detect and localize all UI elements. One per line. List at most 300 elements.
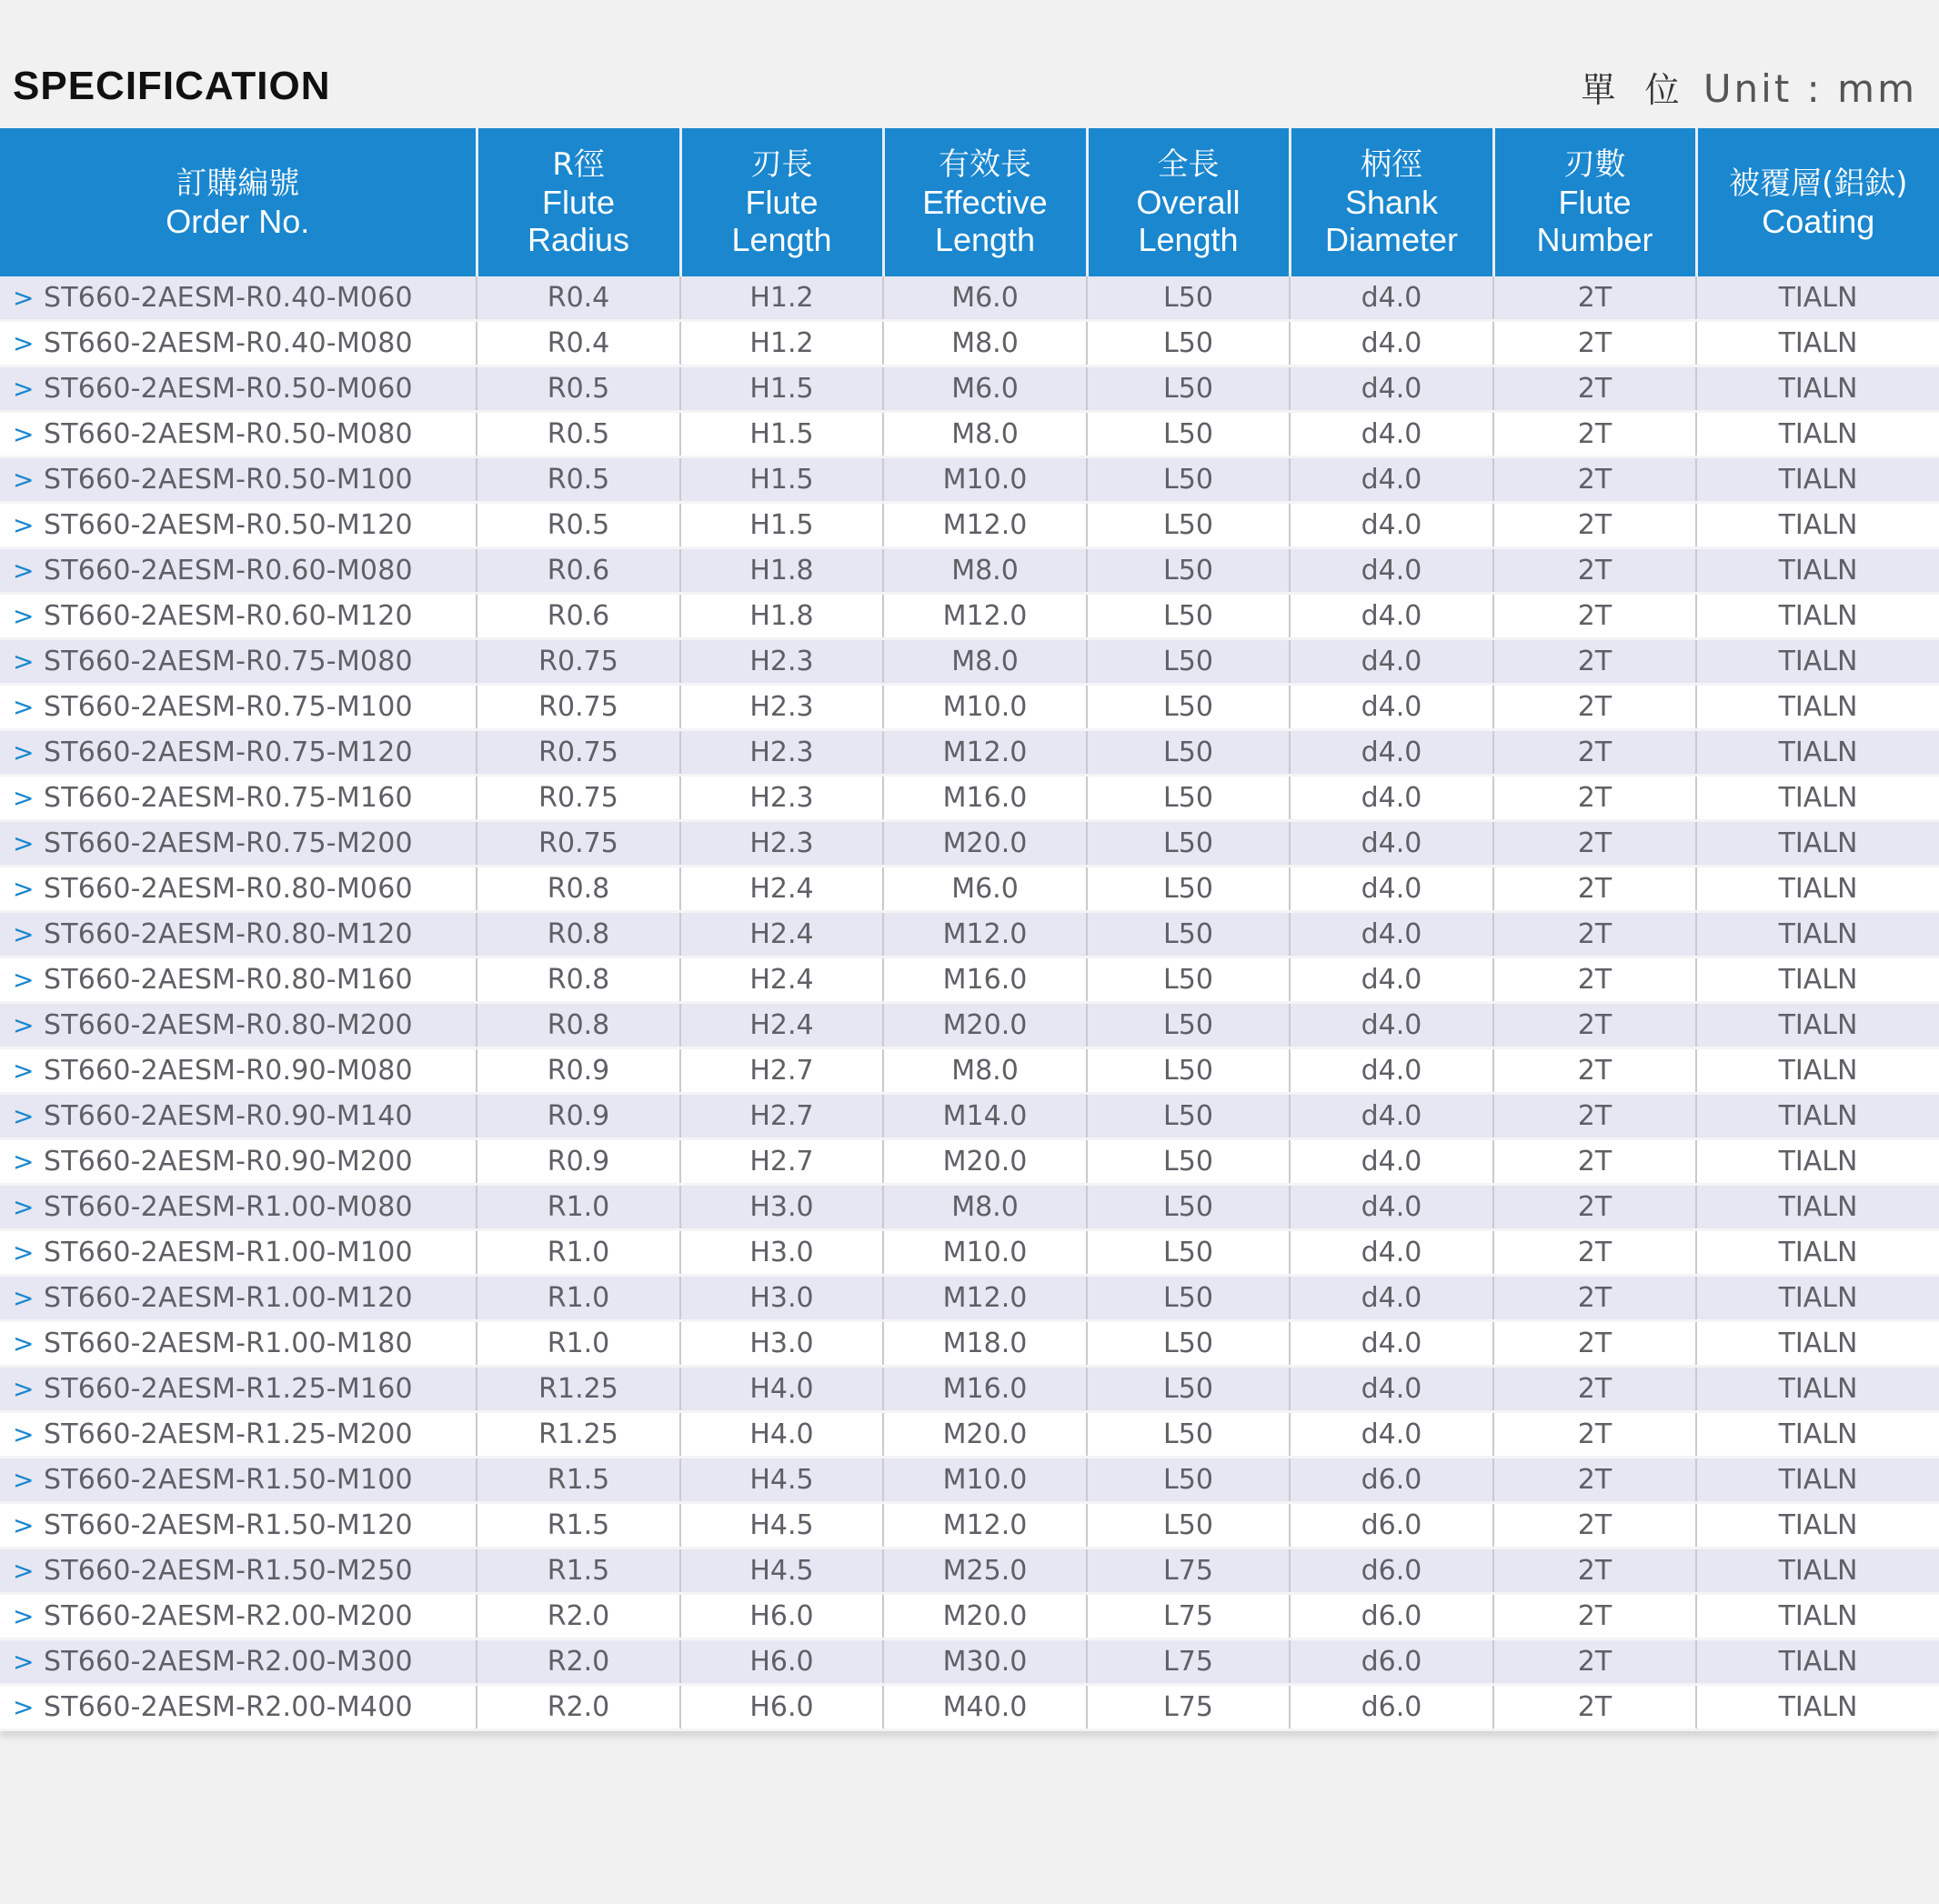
order-no-cell xyxy=(0,412,477,457)
flute-length-cell: H1.2 xyxy=(680,321,883,366)
coating-cell: TIALN xyxy=(1696,1548,1939,1594)
page-title: SPECIFICATION xyxy=(13,64,331,108)
order-no-cell xyxy=(0,1230,477,1276)
flute-radius-cell: R1.0 xyxy=(477,1321,680,1367)
flute-number-cell: 2T xyxy=(1493,1639,1696,1685)
effective-length-cell: M10.0 xyxy=(883,685,1087,730)
shank-diameter-cell: d4.0 xyxy=(1290,1048,1493,1094)
table-body xyxy=(0,276,1939,1730)
flute-number-cell: 2T xyxy=(1493,1412,1696,1458)
order-code-link[interactable]: ST660-2AESM-R0.90-M140 xyxy=(44,1100,413,1132)
order-code-link[interactable]: ST660-2AESM-R0.90-M200 xyxy=(44,1146,413,1177)
chevron-right-icon: > xyxy=(13,1647,35,1677)
order-no-cell xyxy=(0,548,477,594)
order-code-link[interactable]: ST660-2AESM-R0.50-M060 xyxy=(44,373,413,405)
overall-length-cell: L50 xyxy=(1087,1276,1290,1321)
table-row[interactable] xyxy=(0,1230,1939,1276)
overall-length-cell: L50 xyxy=(1087,821,1290,867)
shank-diameter-cell: d6.0 xyxy=(1290,1594,1493,1639)
shank-diameter-cell: d4.0 xyxy=(1290,594,1493,639)
table-row[interactable] xyxy=(0,1639,1939,1685)
shank-diameter-cell: d6.0 xyxy=(1290,1548,1493,1594)
overall-length-cell: L50 xyxy=(1087,912,1290,957)
table-row[interactable] xyxy=(0,1276,1939,1321)
flute-length-cell: H1.8 xyxy=(680,548,883,594)
shank-diameter-cell: d4.0 xyxy=(1290,957,1493,1003)
column-header-en2: Length xyxy=(731,221,832,258)
flute-radius-cell: R0.5 xyxy=(477,503,680,548)
table-row[interactable] xyxy=(0,639,1939,685)
order-no-cell xyxy=(0,1048,477,1094)
chevron-right-icon: > xyxy=(13,919,35,949)
shank-diameter-cell: d4.0 xyxy=(1290,1412,1493,1458)
flute-radius-cell: R0.8 xyxy=(477,1003,680,1048)
overall-length-cell: L50 xyxy=(1087,1458,1290,1503)
coating-cell: TIALN xyxy=(1696,1321,1939,1367)
coating-cell: TIALN xyxy=(1696,1094,1939,1139)
order-no-cell xyxy=(0,776,477,821)
order-code-link[interactable]: ST660-2AESM-R2.00-M400 xyxy=(44,1691,413,1723)
chevron-right-icon: > xyxy=(13,1101,35,1131)
table-row[interactable] xyxy=(0,1367,1939,1412)
column-header-zh: 柄徑 xyxy=(1361,146,1422,183)
order-code-link[interactable]: ST660-2AESM-R0.40-M060 xyxy=(44,282,413,314)
coating-cell: TIALN xyxy=(1696,1230,1939,1276)
order-no-cell xyxy=(0,1185,477,1230)
order-no-cell xyxy=(0,457,477,503)
flute-radius-cell: R0.75 xyxy=(477,685,680,730)
order-no-cell xyxy=(0,1003,477,1048)
overall-length-cell: L50 xyxy=(1087,1048,1290,1094)
shank-diameter-cell: d4.0 xyxy=(1290,1094,1493,1139)
shank-diameter-cell: d4.0 xyxy=(1290,776,1493,821)
overall-length-cell: L50 xyxy=(1087,776,1290,821)
shank-diameter-cell: d4.0 xyxy=(1290,1185,1493,1230)
order-code-link[interactable]: ST660-2AESM-R0.80-M060 xyxy=(44,873,413,905)
flute-length-cell: H4.0 xyxy=(680,1412,883,1458)
flute-length-cell: H3.0 xyxy=(680,1321,883,1367)
column-header-en: Flute xyxy=(541,184,616,221)
chevron-right-icon: > xyxy=(13,737,35,767)
column-header-zh: 訂購編號 xyxy=(176,165,300,202)
table-row[interactable] xyxy=(0,548,1939,594)
coating-cell: TIALN xyxy=(1696,412,1939,457)
table-row[interactable] xyxy=(0,1548,1939,1594)
order-code-link[interactable]: ST660-2AESM-R0.75-M160 xyxy=(44,782,413,814)
order-code-link[interactable]: ST660-2AESM-R1.50-M100 xyxy=(44,1464,413,1496)
chevron-right-icon: > xyxy=(13,283,35,313)
order-code-link[interactable]: ST660-2AESM-R0.75-M080 xyxy=(44,646,413,677)
table-row[interactable] xyxy=(0,594,1939,639)
table-row[interactable] xyxy=(0,366,1939,412)
order-code-link[interactable]: ST660-2AESM-R0.75-M200 xyxy=(44,827,413,859)
column-header-en: Effective xyxy=(922,184,1048,221)
flute-number-cell: 2T xyxy=(1493,594,1696,639)
coating-cell: TIALN xyxy=(1696,1185,1939,1230)
shank-diameter-cell: d4.0 xyxy=(1290,321,1493,366)
chevron-right-icon: > xyxy=(13,1010,35,1040)
table-row[interactable] xyxy=(0,1139,1939,1185)
flute-radius-cell: R1.25 xyxy=(477,1412,680,1458)
table-row[interactable] xyxy=(0,1321,1939,1367)
shank-diameter-cell: d4.0 xyxy=(1290,366,1493,412)
overall-length-cell: L50 xyxy=(1087,412,1290,457)
shank-diameter-cell: d4.0 xyxy=(1290,685,1493,730)
order-no-cell xyxy=(0,1458,477,1503)
flute-radius-cell: R0.4 xyxy=(477,276,680,321)
coating-cell: TIALN xyxy=(1696,1412,1939,1458)
order-no-cell xyxy=(0,1139,477,1185)
coating-cell: TIALN xyxy=(1696,1048,1939,1094)
order-no-cell xyxy=(0,321,477,366)
coating-cell: TIALN xyxy=(1696,1685,1939,1730)
flute-radius-cell: R1.5 xyxy=(477,1548,680,1594)
flute-length-cell: H1.5 xyxy=(680,503,883,548)
flute-number-cell: 2T xyxy=(1493,821,1696,867)
chevron-right-icon: > xyxy=(13,1692,35,1722)
order-code-link[interactable]: ST660-2AESM-R1.00-M120 xyxy=(44,1282,413,1314)
flute-length-cell: H1.5 xyxy=(680,412,883,457)
table-row[interactable] xyxy=(0,1458,1939,1503)
order-code-link[interactable]: ST660-2AESM-R1.50-M120 xyxy=(44,1509,413,1541)
overall-length-cell: L50 xyxy=(1087,685,1290,730)
order-code-link[interactable]: ST660-2AESM-R0.80-M200 xyxy=(44,1009,413,1041)
flute-number-cell: 2T xyxy=(1493,276,1696,321)
order-code-link[interactable]: ST660-2AESM-R0.90-M080 xyxy=(44,1055,413,1087)
order-no-cell xyxy=(0,1321,477,1367)
flute-length-cell: H4.5 xyxy=(680,1458,883,1503)
shank-diameter-cell: d4.0 xyxy=(1290,1230,1493,1276)
order-no-cell xyxy=(0,1276,477,1321)
flute-number-cell: 2T xyxy=(1493,321,1696,366)
overall-length-cell: L50 xyxy=(1087,1412,1290,1458)
coating-cell: TIALN xyxy=(1696,639,1939,685)
chevron-right-icon: > xyxy=(13,828,35,858)
column-header-en: Flute xyxy=(1558,184,1632,221)
flute-radius-cell: R0.5 xyxy=(477,366,680,412)
table-row[interactable] xyxy=(0,912,1939,957)
table-row[interactable] xyxy=(0,1003,1939,1048)
flute-length-cell: H2.7 xyxy=(680,1094,883,1139)
flute-radius-cell: R0.6 xyxy=(477,548,680,594)
table-row[interactable] xyxy=(0,1094,1939,1139)
column-header-zh: 被覆層(鋁鈦) xyxy=(1728,165,1908,202)
order-code-link[interactable]: ST660-2AESM-R1.50-M250 xyxy=(44,1555,413,1587)
flute-length-cell: H1.5 xyxy=(680,366,883,412)
effective-length-cell: M6.0 xyxy=(883,366,1087,412)
effective-length-cell: M18.0 xyxy=(883,1321,1087,1367)
flute-length-cell: H2.7 xyxy=(680,1139,883,1185)
chevron-right-icon: > xyxy=(13,692,35,722)
table-row[interactable] xyxy=(0,321,1939,366)
flute-radius-cell: R0.9 xyxy=(477,1048,680,1094)
order-code-link[interactable]: ST660-2AESM-R2.00-M300 xyxy=(44,1646,413,1678)
overall-length-cell: L50 xyxy=(1087,457,1290,503)
flute-number-cell: 2T xyxy=(1493,366,1696,412)
overall-length-cell: L75 xyxy=(1087,1548,1290,1594)
flute-radius-cell: R1.5 xyxy=(477,1458,680,1503)
flute-number-cell: 2T xyxy=(1493,1003,1696,1048)
order-code-link[interactable]: ST660-2AESM-R0.75-M120 xyxy=(44,737,413,768)
order-code-link[interactable]: ST660-2AESM-R0.60-M080 xyxy=(44,555,413,586)
flute-radius-cell: R0.6 xyxy=(477,594,680,639)
shank-diameter-cell: d6.0 xyxy=(1290,1458,1493,1503)
flute-number-cell: 2T xyxy=(1493,1367,1696,1412)
flute-radius-cell: R1.25 xyxy=(477,1367,680,1412)
order-no-cell xyxy=(0,730,477,776)
order-code-link[interactable]: ST660-2AESM-R1.25-M200 xyxy=(44,1418,413,1450)
table-row[interactable] xyxy=(0,1594,1939,1639)
shank-diameter-cell: d4.0 xyxy=(1290,730,1493,776)
flute-length-cell: H1.8 xyxy=(680,594,883,639)
flute-length-cell: H2.7 xyxy=(680,1048,883,1094)
coating-cell: TIALN xyxy=(1696,503,1939,548)
flute-length-cell: H1.5 xyxy=(680,457,883,503)
flute-length-cell: H1.2 xyxy=(680,276,883,321)
coating-cell: TIALN xyxy=(1696,1639,1939,1685)
flute-length-cell: H2.4 xyxy=(680,1003,883,1048)
effective-length-cell: M6.0 xyxy=(883,867,1087,912)
shank-diameter-cell: d4.0 xyxy=(1290,1276,1493,1321)
flute-length-cell: H2.3 xyxy=(680,639,883,685)
overall-length-cell: L50 xyxy=(1087,594,1290,639)
order-code-link[interactable]: ST660-2AESM-R2.00-M200 xyxy=(44,1600,413,1632)
chevron-right-icon: > xyxy=(13,419,35,449)
flute-number-cell: 2T xyxy=(1493,730,1696,776)
shank-diameter-cell: d4.0 xyxy=(1290,639,1493,685)
order-no-cell xyxy=(0,1639,477,1685)
effective-length-cell: M10.0 xyxy=(883,1230,1087,1276)
order-no-cell xyxy=(0,1412,477,1458)
overall-length-cell: L50 xyxy=(1087,503,1290,548)
table-row[interactable] xyxy=(0,776,1939,821)
order-code-link[interactable]: ST660-2AESM-R0.80-M120 xyxy=(44,918,413,950)
table-row[interactable] xyxy=(0,821,1939,867)
flute-number-cell: 2T xyxy=(1493,957,1696,1003)
flute-length-cell: H6.0 xyxy=(680,1685,883,1730)
column-header-en2: Number xyxy=(1536,221,1653,258)
flute-length-cell: H4.5 xyxy=(680,1548,883,1594)
flute-number-cell: 2T xyxy=(1493,776,1696,821)
order-no-cell xyxy=(0,867,477,912)
coating-cell: TIALN xyxy=(1696,957,1939,1003)
overall-length-cell: L50 xyxy=(1087,1230,1290,1276)
column-header-en2: Radius xyxy=(527,221,630,258)
flute-length-cell: H2.3 xyxy=(680,685,883,730)
column-header-effective-length xyxy=(883,128,1087,276)
column-header-overall-length xyxy=(1087,128,1290,276)
table-row[interactable] xyxy=(0,1185,1939,1230)
flute-number-cell: 2T xyxy=(1493,1685,1696,1730)
shank-diameter-cell: d4.0 xyxy=(1290,867,1493,912)
order-no-cell xyxy=(0,1594,477,1639)
table-row[interactable] xyxy=(0,957,1939,1003)
effective-length-cell: M16.0 xyxy=(883,1367,1087,1412)
flute-length-cell: H3.0 xyxy=(680,1276,883,1321)
order-no-cell xyxy=(0,1685,477,1730)
chevron-right-icon: > xyxy=(13,1328,35,1358)
order-code-link[interactable]: ST660-2AESM-R0.40-M080 xyxy=(44,327,413,359)
overall-length-cell: L75 xyxy=(1087,1594,1290,1639)
shank-diameter-cell: d4.0 xyxy=(1290,1367,1493,1412)
shank-diameter-cell: d6.0 xyxy=(1290,1639,1493,1685)
overall-length-cell: L50 xyxy=(1087,1139,1290,1185)
column-header-shank-diameter xyxy=(1290,128,1493,276)
flute-number-cell: 2T xyxy=(1493,1503,1696,1548)
chevron-right-icon: > xyxy=(13,874,35,904)
column-header-zh: 刃長 xyxy=(750,146,813,183)
effective-length-cell: M12.0 xyxy=(883,594,1087,639)
shank-diameter-cell: d4.0 xyxy=(1290,503,1493,548)
effective-length-cell: M20.0 xyxy=(883,1412,1087,1458)
column-header-coating xyxy=(1696,128,1939,276)
table-row[interactable] xyxy=(0,412,1939,457)
column-header-flute-radius xyxy=(477,128,680,276)
order-code-link[interactable]: ST660-2AESM-R1.00-M080 xyxy=(44,1191,413,1223)
table-row[interactable] xyxy=(0,1048,1939,1094)
table-row[interactable] xyxy=(0,685,1939,730)
order-code-link[interactable]: ST660-2AESM-R1.00-M100 xyxy=(44,1237,413,1268)
overall-length-cell: L50 xyxy=(1087,730,1290,776)
table-row[interactable] xyxy=(0,730,1939,776)
table-row[interactable] xyxy=(0,276,1939,321)
effective-length-cell: M8.0 xyxy=(883,412,1087,457)
flute-radius-cell: R0.8 xyxy=(477,912,680,957)
order-code-link[interactable]: ST660-2AESM-R0.50-M100 xyxy=(44,464,413,496)
flute-length-cell: H4.5 xyxy=(680,1503,883,1548)
effective-length-cell: M12.0 xyxy=(883,503,1087,548)
order-no-cell xyxy=(0,1367,477,1412)
coating-cell: TIALN xyxy=(1696,1594,1939,1639)
effective-length-cell: M30.0 xyxy=(883,1639,1087,1685)
column-header-zh: R徑 xyxy=(552,146,605,183)
chevron-right-icon: > xyxy=(13,646,35,676)
effective-length-cell: M10.0 xyxy=(883,1458,1087,1503)
table-row[interactable] xyxy=(0,457,1939,503)
order-code-link[interactable]: ST660-2AESM-R1.00-M180 xyxy=(44,1328,413,1359)
overall-length-cell: L50 xyxy=(1087,1503,1290,1548)
order-no-cell xyxy=(0,276,477,321)
column-header-zh: 有效長 xyxy=(939,146,1031,183)
column-header-zh: 刃數 xyxy=(1563,146,1626,183)
order-code-link[interactable]: ST660-2AESM-R0.50-M120 xyxy=(44,509,413,541)
order-code-link[interactable]: ST660-2AESM-R0.80-M160 xyxy=(44,964,413,996)
flute-number-cell: 2T xyxy=(1493,867,1696,912)
order-no-cell xyxy=(0,957,477,1003)
overall-length-cell: L50 xyxy=(1087,1367,1290,1412)
coating-cell: TIALN xyxy=(1696,594,1939,639)
table-row[interactable] xyxy=(0,1412,1939,1458)
flute-radius-cell: R2.0 xyxy=(477,1639,680,1685)
order-no-cell xyxy=(0,1094,477,1139)
flute-length-cell: H4.0 xyxy=(680,1367,883,1412)
flute-length-cell: H3.0 xyxy=(680,1185,883,1230)
coating-cell: TIALN xyxy=(1696,685,1939,730)
shank-diameter-cell: d4.0 xyxy=(1290,912,1493,957)
flute-radius-cell: R0.75 xyxy=(477,730,680,776)
coating-cell: TIALN xyxy=(1696,1003,1939,1048)
flute-radius-cell: R1.0 xyxy=(477,1230,680,1276)
chevron-right-icon: > xyxy=(13,465,35,495)
flute-length-cell: H2.4 xyxy=(680,867,883,912)
flute-number-cell: 2T xyxy=(1493,912,1696,957)
coating-cell: TIALN xyxy=(1696,730,1939,776)
chevron-right-icon: > xyxy=(13,1192,35,1222)
column-header-flute-number xyxy=(1493,128,1696,276)
flute-radius-cell: R0.9 xyxy=(477,1139,680,1185)
effective-length-cell: M40.0 xyxy=(883,1685,1087,1730)
shank-diameter-cell: d4.0 xyxy=(1290,1321,1493,1367)
flute-radius-cell: R0.8 xyxy=(477,957,680,1003)
flute-number-cell: 2T xyxy=(1493,1276,1696,1321)
chevron-right-icon: > xyxy=(13,556,35,586)
effective-length-cell: M20.0 xyxy=(883,821,1087,867)
order-code-link[interactable]: ST660-2AESM-R0.50-M080 xyxy=(44,418,413,450)
chevron-right-icon: > xyxy=(13,510,35,540)
column-header-en2: Diameter xyxy=(1324,221,1459,258)
flute-radius-cell: R0.4 xyxy=(477,321,680,366)
order-code-link[interactable]: ST660-2AESM-R0.60-M120 xyxy=(44,600,413,632)
effective-length-cell: M12.0 xyxy=(883,1276,1087,1321)
chevron-right-icon: > xyxy=(13,965,35,995)
flute-length-cell: H2.4 xyxy=(680,957,883,1003)
flute-number-cell: 2T xyxy=(1493,503,1696,548)
order-code-link[interactable]: ST660-2AESM-R1.25-M160 xyxy=(44,1373,413,1405)
column-header-zh: 全長 xyxy=(1157,146,1220,183)
shank-diameter-cell: d4.0 xyxy=(1290,821,1493,867)
coating-cell: TIALN xyxy=(1696,867,1939,912)
effective-length-cell: M8.0 xyxy=(883,321,1087,366)
chevron-right-icon: > xyxy=(13,1283,35,1313)
flute-number-cell: 2T xyxy=(1493,412,1696,457)
table-row[interactable] xyxy=(0,1685,1939,1730)
flute-radius-cell: R0.5 xyxy=(477,457,680,503)
table-row[interactable] xyxy=(0,503,1939,548)
shank-diameter-cell: d4.0 xyxy=(1290,457,1493,503)
chevron-right-icon: > xyxy=(13,783,35,813)
flute-number-cell: 2T xyxy=(1493,548,1696,594)
overall-length-cell: L50 xyxy=(1087,366,1290,412)
effective-length-cell: M8.0 xyxy=(883,1048,1087,1094)
coating-cell: TIALN xyxy=(1696,548,1939,594)
chevron-right-icon: > xyxy=(13,1465,35,1495)
table-row[interactable] xyxy=(0,867,1939,912)
effective-length-cell: M20.0 xyxy=(883,1003,1087,1048)
order-no-cell xyxy=(0,503,477,548)
order-no-cell xyxy=(0,912,477,957)
column-header-en: Overall xyxy=(1136,184,1241,221)
overall-length-cell: L50 xyxy=(1087,1003,1290,1048)
coating-cell: TIALN xyxy=(1696,1503,1939,1548)
table-row[interactable] xyxy=(0,1503,1939,1548)
order-no-cell xyxy=(0,639,477,685)
flute-radius-cell: R0.75 xyxy=(477,776,680,821)
shank-diameter-cell: d4.0 xyxy=(1290,1003,1493,1048)
column-header-en: Coating xyxy=(1762,202,1875,240)
flute-radius-cell: R2.0 xyxy=(477,1685,680,1730)
flute-number-cell: 2T xyxy=(1493,457,1696,503)
order-no-cell xyxy=(0,685,477,730)
flute-number-cell: 2T xyxy=(1493,1458,1696,1503)
chevron-right-icon: > xyxy=(13,1374,35,1404)
flute-radius-cell: R0.8 xyxy=(477,867,680,912)
flute-length-cell: H2.3 xyxy=(680,730,883,776)
flute-radius-cell: R1.0 xyxy=(477,1185,680,1230)
shank-diameter-cell: d4.0 xyxy=(1290,276,1493,321)
order-code-link[interactable]: ST660-2AESM-R0.75-M100 xyxy=(44,691,413,723)
chevron-right-icon: > xyxy=(13,328,35,358)
order-no-cell xyxy=(0,594,477,639)
